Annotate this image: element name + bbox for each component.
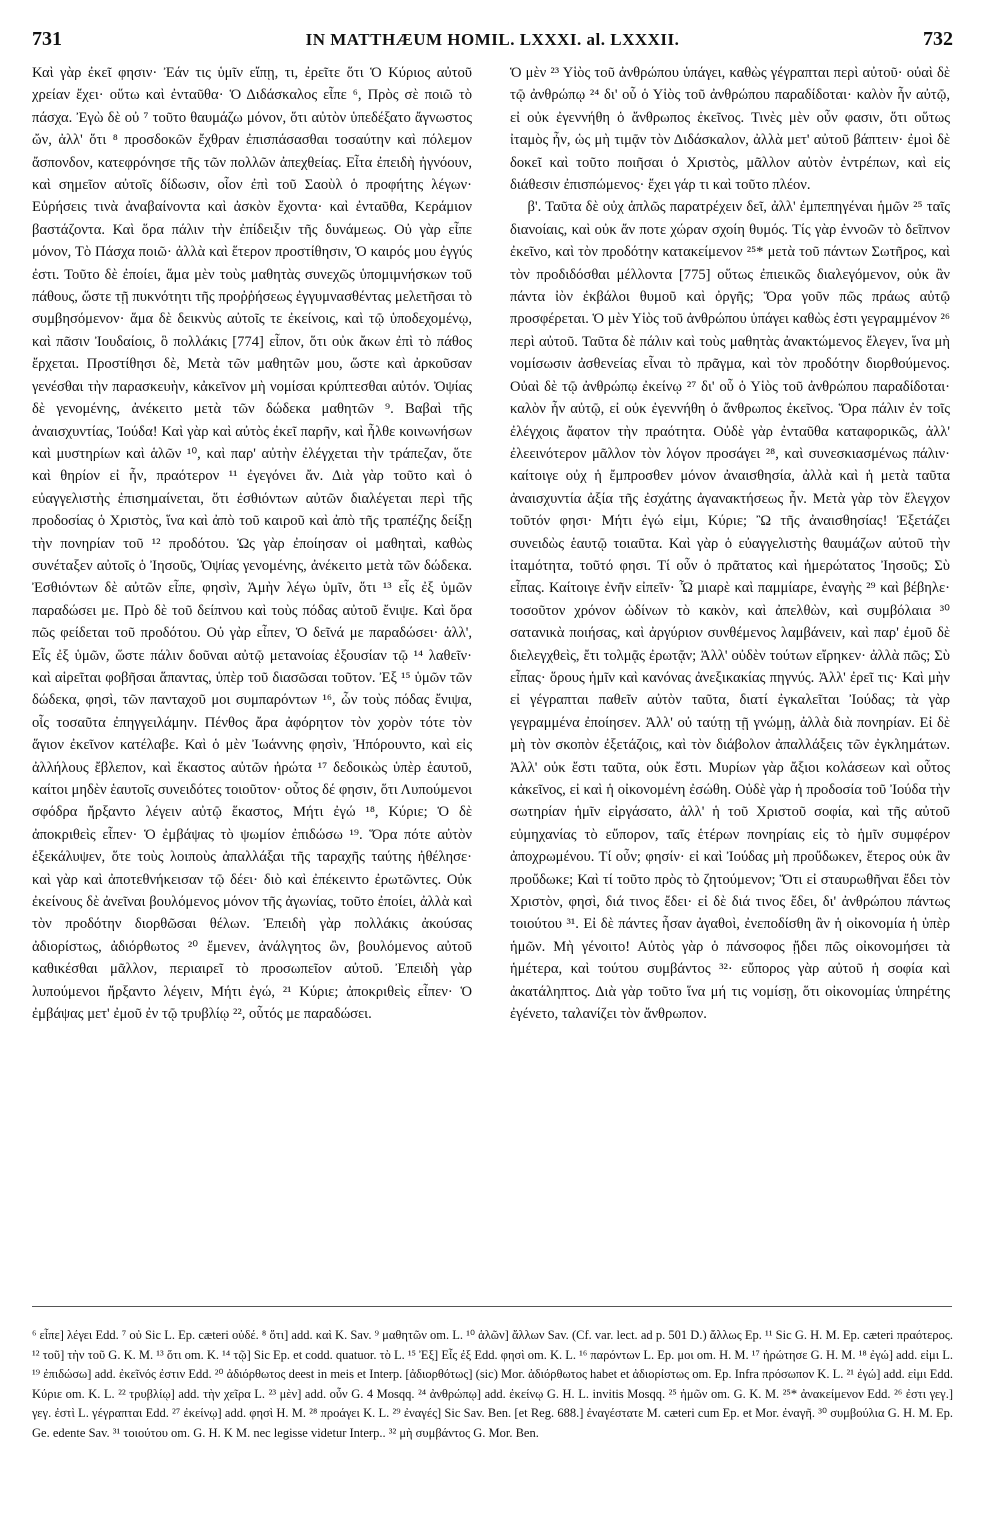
footnote-divider (32, 1306, 952, 1307)
footnotes (32, 1326, 953, 1444)
left-paragraph: Καὶ γὰρ ἐκεῖ φησιν· Ἐάν τις ὑμῖν εἴπῃ, τι, ἐρεῖτε ὅτι Ὁ Κύριος αὐτοῦ χρείαν ἔχει· οὕτω καὶ ἐνταῦθα· Ὁ Διδάσκαλος εἶπε ⁶, Πρὸς σὲ ποιῶ τὸ πάσχα. Ἐγὼ δὲ οὐ ⁷ τοῦτο θαυμάζω μόνον, ὅτι αὐτὸν ὑπεδέξατο ἄγνωστος ὤν, ἀλλ' ὅτι ⁸ προσδοκῶν ἔχθραν ἐπισπάσασθαι τοσαύτην καὶ πόλεμον ἄσπονδον, κατεφρόνησε τῆς τῶν πολλῶν ἀπεχθείας. Εἶτα ἐπειδὴ ἠγνόουν, καὶ σημεῖον αὐτοῖς δίδωσιν, οἷον ἐπὶ τοῦ Σαοὺλ ὁ προφήτης λέγων· Εὑρήσεις τινὰ ἀναβαίνοντα καὶ ἀσκὸν ἔχοντα· καὶ ἐνταῦθα, Κεράμιον βαστάζοντα. Καὶ ὅρα πάλιν τὴν ἐπίδειξιν τῆς δυνάμεως. Οὐ γὰρ εἶπε μόνον, Τὸ Πάσχα ποιῶ· ἀλλὰ καὶ ἕτερον προστίθησιν, Ὁ καιρός μου ἐγγύς ἐστι. Τοῦτο δὲ ἐποίει, ἅμα μὲν τοὺς μαθητὰς συνεχῶς ὑπομιμνήσκων τοῦ πάθους, ὥστε τῇ πυκνότητι τῆς προῤῥήσεως ἐγγυμνασθέντας μελετῆσαι τὸ συμβησόμενον· ἅμα δὲ δεικνὺς αὐτοῖς τε ἐκείνοις, καὶ τῷ ὑποδεχομένῳ, καὶ πᾶσιν Ἰουδαίοις, ὃ πολλάκις [774] εἶπον, ὅτι οὐκ ἄκων ἐπὶ τὸ πάθος ἔρχεται. Προστίθησι δὲ, Μετὰ τῶν μαθητῶν μου, ὥστε καὶ ἀρκοῦσαν γενέσθαι τὴν παρασκευὴν, κἀκεῖνον μὴ νομίσαι κρύπτεσθαι αὐτόν. Ὀψίας δὲ γενομένης, ἀνέκειτο μετὰ τῶν δώδεκα μαθητῶν ⁹. Βαβαὶ τῆς ἀναισχυντίας, Ἰούδα! Καὶ γὰρ καὶ αὐτὸς ἐκεῖ παρῆν, καὶ ἦλθε κοινωνήσων καὶ μυστηρίων καὶ ἁλῶν ¹⁰, καὶ παρ' αὐτὴν ἐλέγχεται τὴν τράπεζαν, ὅτε καὶ θηρίον εἰ ἦν, πραότερον ¹¹ ἐγεγόνει ἄν. Διὰ γὰρ τοῦτο καὶ ὁ εὐαγγελιστὴς ἐπισημαίνεται, ὅτι ἐσθιόντων αὐτῶν διαλέγεται περὶ τῆς προδοσίας ὁ Χριστὸς, ἵνα καὶ ἀπὸ τοῦ καιροῦ καὶ ἀπὸ τῆς τραπέζης δείξῃ τὴν πονηρίαν τοῦ ¹² προδότου. Ὡς γὰρ ἐποίησαν οἱ μαθηταὶ, καθὼς συνέταξεν αὐτοῖς ὁ Ἰησοῦς, Ὀψίας γενομένης, ἀνέκειτο μετὰ τῶν δώδεκα. Ἐσθιόντων δὲ αὐτῶν εἶπε, φησὶν, Ἀμὴν λέγω ὑμῖν, ὅτι ¹³ εἷς ἐξ ὑμῶν παραδώσει με. Πρὸ δὲ τοῦ δείπνου καὶ τοὺς πόδας αὐτοῦ ἔνιψε. Καὶ ὅρα πῶς φείδεται τοῦ προδότου. Οὐ γὰρ εἶπεν, Ὁ δεῖνά με παραδώσει· ἀλλ', Εἷς ἐξ ὑμῶν, ὥστε πάλιν δοῦναι αὐτῷ μετανοίας ἐξουσίαν τῷ ¹⁴ λαθεῖν· καὶ αἱρεῖται φοβῆσαι ἅπαντας, ὑπὲρ τοῦ διασῶσαι τοῦτον. Ἐξ ¹⁵ ὑμῶν τῶν δώδεκα, φησὶ, τῶν πανταχοῦ μοι συμπαρόντων ¹⁶, ὧν τοὺς πόδας ἔνιψα, οἷς τοσαῦτα ἐπηγγειλάμην. Πένθος ἄρα ἀφόρητον τὸν χορὸν τότε τὸν ἅγιον ἐκεῖνον κατέλαβε. Καὶ ὁ μὲν Ἰωάννης φησὶν, Ἠπόρουντο, καὶ εἰς ἀλλήλους ἔβλεπον, καὶ ἕκαστος αὐτῶν ἠρώτα ¹⁷ δεδοικὼς ὑπὲρ ἑαυτοῦ, καίτοι μηδὲν ἑαυτοῖς συνειδότες τοιοῦτον· οὗτος δέ φησιν, ὅτι Λυπούμενοι σφόδρα ἤρξαντο λέγειν αὐτῷ ἕκαστος, Μήτι ἐγώ ¹⁸, Κύριε; Ὁ δὲ ἀποκριθεὶς εἶπεν· Ὁ ἐμβάψας τὸ ψωμίον ἐπιδώσω ¹⁹. Ὅρα πότε αὐτὸν ἐξεκάλυψεν, ὅτε τοὺς λοιποὺς ἀπαλλάξαι τῆς ταραχῆς ταύτης ἠθέλησε· καὶ γὰρ καὶ ἀποτεθνήκεισαν τῷ δέει· διὸ καὶ ἐπέκειντο ἐρωτῶντες. Οὐκ ἐκείνους δὲ ἀνεῖναι βουλόμενος μόνον τῆς ἀγωνίας, τοῦτο ἐποίει, ἀλλὰ καὶ τὸν προδότην διορθῶσαι θέλων. Ἐπειδὴ γὰρ πολλάκις ἀκούσας ἀδιορίστως, ἀδιόρθωτος ²⁰ ἔμενεν, ἀνάλγητος ὢν, βουλόμενος αὐτοῦ καθικέσθαι μᾶλλον, περιαιρεῖ τὸ προσωπεῖον αὐτοῦ. Ἐπειδὴ γὰρ λυπούμενοι ἤρξαντο λέγειν, Μήτι ἐγώ, ²¹ Κύριε; ἀποκριθεὶς εἶπεν· Ὁ ἐμβάψας μετ' ἐμοῦ ἐν τῷ τρυβλίῳ ²², οὗτός με παραδώσει. (32, 65, 472, 1023)
right-paragraph: β'. Ταῦτα δὲ οὐχ ἁπλῶς παρατρέχειν δεῖ, ἀλλ' ἐμπεπηγέναι ἡμῶν ²⁵ ταῖς διανοίαις, καὶ οὐκ ἄν ποτε χώραν σχοίη θυμός. Τίς γὰρ ἐννοῶν τὸ δεῖπνον ἐκεῖνο, καὶ τὸν προδότην κατακείμενον ²⁵* μετὰ τοῦ πάντων Σωτῆρος, καὶ τὸν προδιδόσθαι μέλλοντα [775] οὕτως ἐπιεικῶς διαλεγόμενον, οὐκ ἂν πάντα ἰὸν ἐκβάλοι θυμοῦ καὶ ὀργῆς; Ὅρα γοῦν πῶς πράως αὐτῷ προσφέρεται. Ὁ μὲν Υἱὸς τοῦ ἀνθρώπου ὑπάγει καθὼς ἐστι γεγραμμένον ²⁶ περὶ αὐτοῦ. Ταῦτα δὲ πάλιν καὶ τοὺς μαθητὰς ἀνακτώμενος ἔλεγεν, ἵνα μὴ νομίσωσιν ἀσθενείας εἶναι τὸ πρᾶγμα, καὶ τὸν προδότην διορθούμενος. Οὐαὶ δὲ τῷ ἀνθρώπῳ ἐκείνῳ ²⁷ δι' οὗ ὁ Υἱὸς τοῦ ἀνθρώπου παραδίδοται· καλὸν ἦν αὐτῷ, εἰ οὐκ ἐγεννήθη ὁ ἄνθρωπος ἐκεῖνος. Ὅρα πάλιν ἐν τοῖς ἐλέγχοις ἄφατον τὴν πραότητα. Οὐδὲ γὰρ ἐνταῦθα καταφορικῶς, ἀλλ' ἐλεεινότερον μᾶλλον τὸν λόγον προσάγει ²⁸, καὶ συνεσκιασμένως πάλιν· καίτοιγε οὐχ ἡ ἔμπροσθεν μόνον ἀναισθησία, ἀλλὰ καὶ ἡ μετὰ ταῦτα ἀναισχυντία ἀξία τῆς ἐσχάτης ἀγανακτήσεως ἦν. Μετὰ γὰρ τὸν ἔλεγχον τοῦτόν φησι· Μήτι ἐγώ εἰμι, Κύριε; Ὢ τῆς ἀναισθησίας! Ἐξετάζει συνειδὼς ἑαυτῷ τοιαῦτα. Καὶ γὰρ ὁ εὐαγγελιστὴς θαυμάζων αὐτοῦ τὴν ἰταμότητα, τοῦτό φησι. Τί οὖν ὁ πρᾶτατος καὶ ἡμερώτατος Ἰησοῦς; Σὺ εἶπας. Καίτοιγε ἐνῆν εἰπεῖν· Ὦ μιαρὲ καὶ παμμίαρε, ἐναγὴς ²⁹ καὶ βέβηλε· τοσοῦτον χρόνον ὠδίνων τὸ κακὸν, καὶ ἀπελθὼν, καὶ συμβόλαια ³⁰ σατανικὰ ποιήσας, καὶ ἀργύριον συνθέμενος λαμβάνειν, καὶ παρ' ἐμοῦ δὲ διελεγχθεὶς, ἔτι τολμᾷς ἐρωτᾷν; Ἀλλ' οὐδὲν τούτων εἴρηκεν· ἀλλὰ πῶς; Σὺ εἶπας· ὅρους ἡμῖν καὶ κανόνας ἀνεξικακίας πηγνύς. Ἀλλ' ἐρεῖ τις· Καὶ μὴν εἰ γέγραπται παθεῖν αὐτὸν ταῦτα, διατί ἐγκαλεῖται Ἰούδας; τὰ γὰρ γεγραμμένα ἐποίησεν. Ἀλλ' οὐ ταύτῃ τῇ γνώμῃ, ἀλλὰ διὰ πονηρίαν. Εἰ δὲ μὴ τὸν σκοπὸν ἐξετάζοις, καὶ τὸν διάβολον ἀπαλλάξεις τῶν ἐγκλημάτων. Ἀλλ' οὐκ ἔστι ταῦτα, οὐκ ἔστι. Μυρίων γὰρ ἄξιοι κολάσεων καὶ οὗτος κἀκεῖνος, εἰ καὶ ἡ οἰκονομένη ἐσώθη. Οὐδὲ γὰρ ἡ προδοσία τοῦ Ἰούδα τὴν σωτηρίαν ἡμῖν εἰργάσατο, ἀλλ' ἡ τοῦ Χριστοῦ σοφία, καὶ τῆς αὐτοῦ εὐμηχανίας τὸ εὔπορον, ταῖς ἑτέρων πονηρίαις εἰς τὸ ἡμῖν συμφέρον ἀποχρωμένου. Τί οὖν; φησίν· εἰ καὶ Ἰούδας μὴ προὔδωκεν, ἕτερος οὐκ ἂν προὔδωκε; Καὶ τί τοῦτο πρὸς τὸ ζητούμενον; Ὅτι εἰ σταυρωθῆναι ἔδει τὸν Χριστὸν, φησὶ, διά τινος ἔδει· εἰ δὲ διά τινος ἔδει, δι' ἀνθρώπου πάντως τοιούτου ³¹. Εἰ δὲ πάντες ἦσαν ἀγαθοὶ, ἐνεποδίσθη ἂν ἡ οἰκονομία ἡ ὑπὲρ ἡμῶν. Μὴ γένοιτο! Αὐτὸς γὰρ ὁ πάνσοφος ᾔδει πῶς οἰκονομήσει τὰ ἡμέτερα, καὶ τούτου συμβάντος ³²· εὔπορος γὰρ αὐτοῦ ἡ σοφία καὶ ἀκατάληπτος. Διὰ γὰρ τοῦτο ἵνα μή τις νομίσῃ, ὅτι οἰκονομίας ὑπηρέτης ἐγένετο, ταλανίζει τὸν ἄνθρωπον. (510, 199, 950, 1023)
running-title: IN MATTHÆUM HOMIL. LXXXI. al. LXXXII. (305, 30, 680, 49)
running-header (32, 28, 953, 56)
right-paragraph: Ὁ μὲν ²³ Υἱὸς τοῦ ἀνθρώπου ὑπάγει, καθὼς γέγραπται περὶ αὐτοῦ· οὐαὶ δὲ τῷ ἀνθρώπῳ ²⁴ δι' οὗ ὁ Υἱὸς τοῦ ἀνθρώπου παραδίδοται· καλὸν ἦν αὐτῷ, εἰ οὐκ ἐγεννήθη ὁ ἄνθρωπος ἐκεῖνος. Τινὲς μὲν οὖν φασιν, ὅτι οὕτως ἰταμὸς ἦν, ὡς μὴ τιμᾷν τὸν Διδάσκαλον, ἀλλὰ μετ' αὐτοῦ βάπτειν· ἐμοὶ δὲ δοκεῖ καὶ τοῦτο ποιῆσαι ὁ Χριστὸς, μᾶλλον αὐτὸν ἐντρέπων, καὶ εἰς διάθεσιν ἐπισπώμενος· ἔχει γάρ τι καὶ τοῦτο πλέον. (510, 65, 950, 194)
left-column (32, 62, 472, 1025)
page-number-left: 731 (32, 28, 62, 50)
right-column (510, 62, 950, 1025)
footnote-text: ⁶ εἶπε] λέγει Edd. ⁷ οὐ Sic L. Ep. cæteri οὐδέ. ⁸ ὅτι] add. καὶ K. Sav. ⁹ μαθητῶν om. L. ¹⁰ ἁλῶν] ἄλλων Sav. (Cf. var. lect. ad p. 501 D.) ἄλλως Ep. ¹¹ Sic G. H. M. Ep. cæteri πραότερος. ¹² τοῦ] τὴν τοῦ G. K. M. ¹³ ὅτι om. K. ¹⁴ τῷ] Sic Ep. et codd. quatuor. τὸ L. ¹⁵ Ἐξ] Εἷς ἐξ Edd. φησὶ om. K. L. ¹⁶ παρόντων L. Ep. μοι om. H. M. ¹⁷ ἠρώτησε G. H. M. ¹⁸ ἐγώ] add. εἰμι L. ¹⁹ ἐπιδώσω] add. ἐκεῖνός ἐστιν Edd. ²⁰ ἀδιόρθωτος deest in meis et Interp. [ἀδιορθότως] (sic) Mor. ἀδιόρθωτος habet et ἀδιορίστως om. Ep. Infra πρόσωπον K. L. ²¹ ἐγώ] add. εἰμι Edd. Κύριε om. K. L. ²² τρυβλίῳ] add. τὴν χεῖρα L. ²³ μὲν] add. οὖν G. 4 Mosqq. ²⁴ ἀνθρώπῳ] add. ἐκείνῳ G. H. L. invitis Mosqq. ²⁵ ἡμῶν om. G. K. M. ²⁵* ἀνακείμενον Edd. ²⁶ ἐστι γεγ.] γεγ. ἐστὶ L. γέγραπται Edd. ²⁷ ἐκείνῳ] add. φησὶ H. M. ²⁸ προάγει K. L. ²⁹ ἐναγές] Sic Sav. Ben. [et Reg. 688.] ἐναγέστατε M. cæteri cum Ep. et Mor. ἐναγῆ. ³⁰ συμβούλια G. H. M. Ep. Ge. edente Sav. ³¹ τοιούτου om. G. H. K M. nec legisse videtur Interp.. ³² μὴ συμβάντος G. Mor. Ben. (32, 1328, 953, 1440)
page-number-right: 732 (922, 28, 953, 50)
